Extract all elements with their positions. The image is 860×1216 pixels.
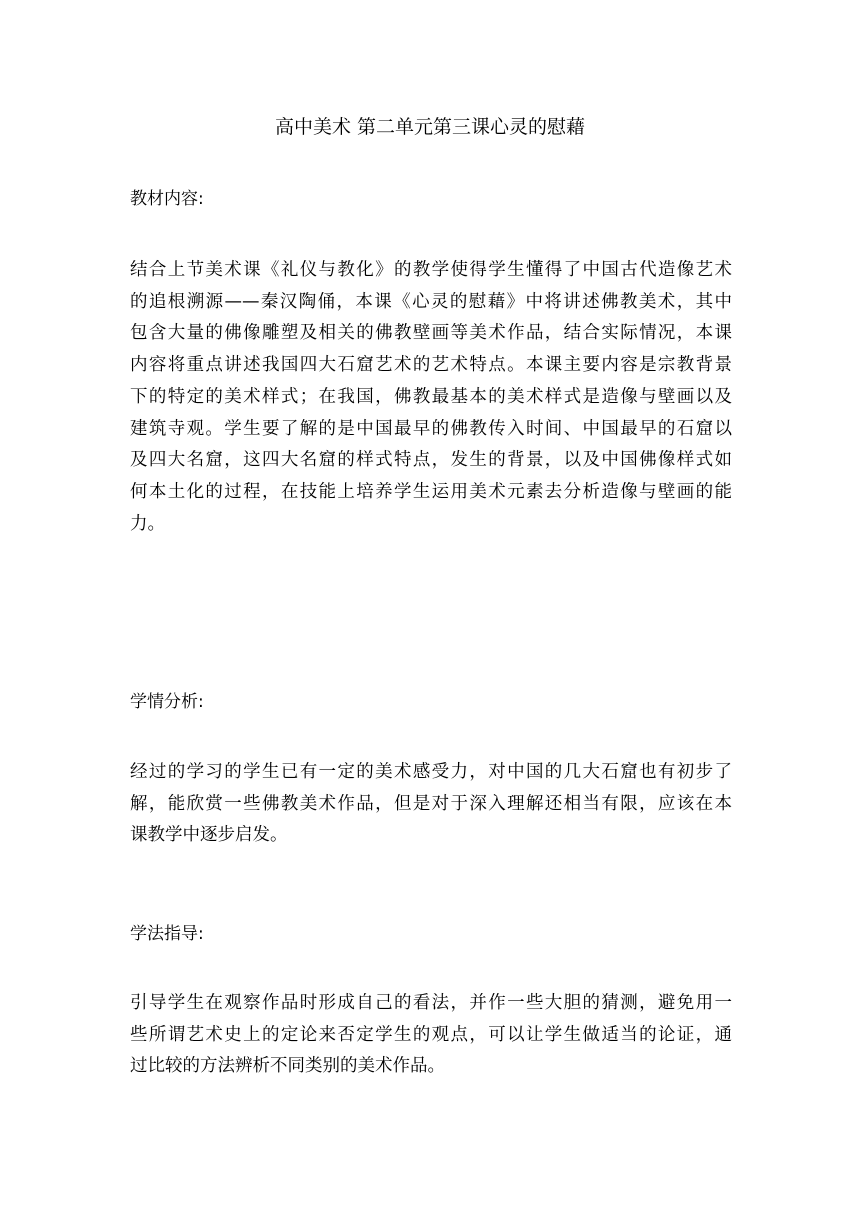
paragraph-line: 及四大名窟，这四大名窟的样式特点，发生的背景，以及中国佛像样式如: [130, 450, 732, 471]
paragraph-line: 何本土化的过程，在技能上培养学生运用美术元素去分析造像与壁画的能: [130, 481, 732, 502]
document-title: 高中美术 第二单元第三课心灵的慰藉: [274, 116, 586, 138]
section-heading-learner-analysis: 学情分析:: [130, 692, 204, 712]
paragraph-line: 些所谓艺术史上的定论来否定学生的观点，可以让学生做适当的论证，通: [130, 1024, 732, 1045]
section-paragraph-textbook-content: [130, 255, 732, 540]
paragraph-line: 课教学中逐步启发。: [130, 825, 288, 846]
paragraph-line: 结合上节美术课《礼仪与教化》的教学使得学生懂得了中国古代造像艺术: [130, 260, 732, 280]
paragraph-line: 建筑寺观。学生要了解的是中国最早的佛教传入时间、中国最早的石窟以: [130, 418, 732, 439]
paragraph-line: 解，能欣赏一些佛教美术作品，但是对于深入理解还相当有限，应该在本: [130, 793, 732, 814]
paragraph-line: 内容将重点讲述我国四大石窟艺术的艺术特点。本课主要内容是宗教背景: [130, 355, 732, 376]
paragraph-line: 下的特定的美术样式；在我国，佛教最基本的美术样式是造像与壁画以及: [130, 386, 732, 407]
section-heading-textbook-content: 教材内容:: [130, 189, 204, 209]
paragraph-line: 包含大量的佛像雕塑及相关的佛教壁画等美术作品，结合实际情况，本课: [130, 323, 732, 344]
section-heading-learning-guidance: 学法指导:: [130, 924, 204, 944]
paragraph-line: 的追根溯源——秦汉陶俑，本课《心灵的慰藉》中将讲述佛教美术，其中: [130, 291, 732, 312]
paragraph-line: 过比较的方法辨析不同类别的美术作品。: [130, 1056, 445, 1077]
paragraph-line: 引导学生在观察作品时形成自己的看法，并作一些大胆的猜测，避免用一: [130, 993, 732, 1013]
paragraph-line: 经过的学习的学生已有一定的美术感受力，对中国的几大石窟也有初步了: [130, 762, 732, 782]
section-paragraph-learning-guidance: [130, 988, 732, 1083]
section-paragraph-learner-analysis: [130, 757, 732, 852]
paragraph-line: 力。: [130, 513, 165, 534]
